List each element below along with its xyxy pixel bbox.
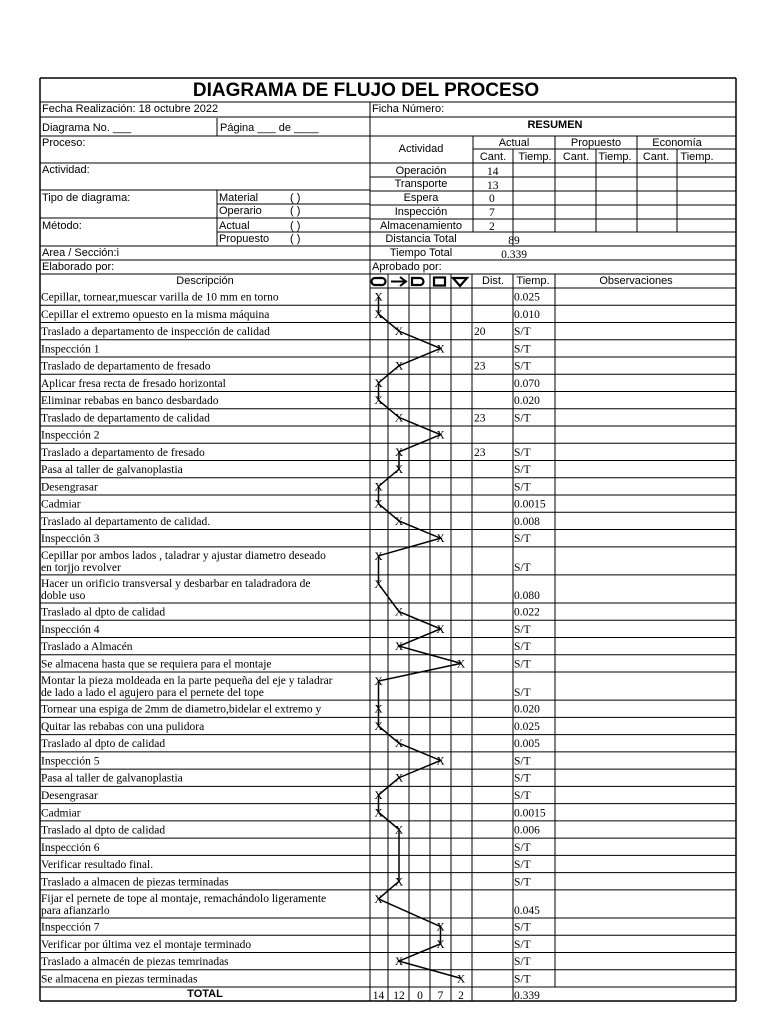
row-time: S/T — [514, 841, 531, 854]
resumen-label: RESUMEN — [527, 119, 583, 131]
table-row — [41, 481, 531, 493]
table-row — [41, 550, 531, 574]
page-title: DIAGRAMA DE FLUJO DEL PROCESO — [192, 80, 540, 101]
row-description: Traslado de departamento de fresado — [41, 360, 211, 373]
total-espera: 0 — [417, 990, 423, 1002]
table-row — [41, 343, 531, 355]
row-mark: X — [374, 578, 383, 591]
table-row — [41, 738, 540, 750]
row-description: Verificar por última vez el montaje terminado — [41, 938, 252, 951]
row-time: 0.010 — [514, 308, 540, 321]
table-row — [41, 607, 540, 619]
table-row — [41, 922, 531, 934]
table-row — [41, 309, 540, 321]
row-time: 0.006 — [514, 824, 540, 837]
group-actual: Actual — [498, 137, 530, 149]
row-time: S/T — [514, 561, 531, 574]
table-row — [41, 326, 531, 338]
summary-distancia-label: Distancia Total — [385, 233, 457, 245]
row-mark: X — [394, 641, 404, 654]
row-time: S/T — [514, 876, 531, 889]
subhead-cant-1: Cant. — [479, 151, 507, 163]
summary-tiempo-label: Tiempo Total — [389, 247, 453, 259]
row-time: S/T — [514, 464, 531, 477]
total-tiempo: 0.339 — [514, 990, 540, 1002]
table-row — [41, 859, 531, 871]
table-row — [41, 578, 540, 602]
row-mark: X — [374, 481, 383, 494]
row-mark: X — [374, 291, 383, 304]
row-description: Traslado al dpto de calidad — [41, 738, 166, 751]
row-description: Inspección 3 — [41, 533, 100, 546]
row-mark: X — [456, 973, 466, 986]
row-time: S/T — [514, 772, 531, 785]
row-description: Cepillar, tornear,muescar varilla de 10 mm en torno — [41, 291, 279, 304]
row-mark: X — [394, 326, 404, 339]
row-description: Traslado al dpto de calidad — [41, 824, 166, 837]
row-time: 0.020 — [514, 703, 540, 716]
row-mark: X — [374, 308, 383, 321]
col-descripcion: Descripción — [176, 275, 234, 287]
group-economia: Economía — [652, 137, 702, 149]
row-mark: X — [394, 446, 404, 459]
row-mark: X — [436, 343, 445, 356]
table-row — [41, 721, 540, 733]
row-description: Cadmiar — [41, 807, 81, 820]
row-description: doble uso — [41, 589, 86, 602]
row-description: Inspección 1 — [41, 343, 100, 356]
metodo-actual: Actual — [219, 220, 250, 232]
subhead-tiemp-2: Tiemp. — [598, 151, 632, 163]
summary-inspeccion-cant: 7 — [489, 207, 495, 219]
group-propuesto: Propuesto — [570, 137, 622, 149]
summary-almacenamiento-cant: 2 — [489, 221, 495, 233]
row-description: Inspección 2 — [41, 429, 100, 442]
row-mark: X — [394, 515, 404, 528]
row-mark: X — [394, 464, 404, 477]
summary-distancia: 89 — [508, 235, 520, 247]
subhead-tiemp-3: Tiemp. — [680, 151, 714, 163]
col-dist: Dist. — [482, 275, 504, 287]
table-row — [41, 447, 531, 459]
row-time: S/T — [514, 412, 531, 425]
row-description: Traslado de departamento de calidad — [41, 412, 210, 425]
summary-tiempo: 0.339 — [501, 249, 527, 261]
summary-inspeccion: Inspección — [394, 206, 448, 218]
table-row — [41, 790, 531, 802]
row-mark: X — [374, 395, 383, 408]
row-description: para afianzarlo — [41, 904, 110, 917]
symbol-delay-icon — [412, 278, 424, 285]
row-time: 0.008 — [514, 515, 540, 528]
row-mark: X — [394, 412, 404, 425]
row-time: 0.070 — [514, 377, 540, 390]
row-time: S/T — [514, 921, 531, 934]
summary-transporte-cant: 13 — [487, 180, 499, 192]
table-row — [41, 893, 540, 917]
row-description: Traslado a almacen de piezas terminadas — [41, 876, 229, 889]
row-description: Inspección 4 — [41, 623, 100, 636]
subhead-cant-3: Cant. — [642, 151, 670, 163]
total-almacenamiento: 2 — [458, 990, 464, 1002]
row-time: S/T — [514, 641, 531, 654]
row-time: 0.005 — [514, 738, 540, 751]
row-time: 0.0015 — [514, 807, 546, 820]
row-description: Desengrasar — [41, 481, 98, 494]
row-mark: X — [394, 956, 404, 969]
row-mark: X — [394, 360, 404, 373]
tipo-diagrama-label: Tipo de diagrama: — [42, 192, 131, 204]
row-description: Se almacena hasta que se requiera para el montaje — [41, 658, 272, 671]
row-time: 0.045 — [514, 904, 540, 917]
row-description: Montar la pieza moldeada en la parte pequeña del eje y taladrar — [41, 675, 333, 688]
table-row — [41, 807, 546, 819]
table-row — [41, 939, 531, 951]
row-mark: X — [374, 720, 383, 733]
row-description: Inspección 5 — [41, 755, 100, 768]
diagrama-no-label: Diagrama No. ___ — [42, 122, 132, 134]
row-time: S/T — [514, 859, 531, 872]
summary-operacion: Operación — [395, 165, 447, 177]
row-description: Hacer un orificio transversal y desbarbar en taladradora de — [41, 577, 311, 590]
row-time: S/T — [514, 533, 531, 546]
proceso-label: Proceso: — [42, 137, 86, 149]
row-time: S/T — [514, 360, 531, 373]
pagina-label: Página ___ de ____ — [220, 122, 319, 134]
symbol-transport-icon — [391, 277, 406, 286]
fecha-label: Fecha Realización: 18 octubre 2022 — [42, 103, 219, 115]
row-mark: X — [374, 676, 383, 689]
actividad-header: Actividad — [398, 143, 444, 155]
summary-almacenamiento: Almacenamiento — [380, 220, 462, 232]
subhead-tiemp-1: Tiemp. — [518, 151, 552, 163]
row-mark: X — [394, 606, 404, 619]
row-time: S/T — [514, 973, 531, 986]
row-description: Desengrasar — [41, 789, 98, 802]
summary-espera-cant: 0 — [489, 193, 495, 205]
ficha-label: Ficha Número: — [372, 103, 445, 115]
row-time: S/T — [514, 446, 531, 459]
subhead-cant-2: Cant. — [562, 151, 590, 163]
row-time: 0.020 — [514, 395, 540, 408]
row-description: Traslado a departamento de fresado — [41, 446, 205, 459]
table-row — [41, 533, 531, 545]
row-description: Eliminar rebabas en banco desbardado — [41, 395, 219, 408]
table-row — [41, 516, 540, 528]
row-mark: X — [394, 876, 404, 889]
row-description: Inspección 6 — [41, 841, 100, 854]
table-row — [41, 773, 531, 785]
row-time: 0.022 — [514, 606, 540, 619]
total-label: TOTAL — [187, 988, 223, 1000]
summary-espera: Espera — [403, 192, 439, 204]
row-time: S/T — [514, 343, 531, 356]
table-row — [41, 395, 540, 407]
row-mark: X — [436, 921, 445, 934]
row-description: Traslado al dpto de calidad — [41, 606, 166, 619]
row-description: Tornear una espiga de 2mm de diametro,bidelar el extremo y — [41, 703, 322, 716]
row-description: Pasa al taller de galvanoplastia — [41, 464, 183, 477]
row-time: S/T — [514, 755, 531, 768]
row-distance: 20 — [474, 326, 486, 339]
row-description: Cepillar por ambos lados , taladrar y ajustar diametro deseado — [41, 549, 326, 562]
row-mark: X — [436, 755, 445, 768]
row-mark: X — [436, 938, 445, 951]
row-description: Quitar las rebabas con una pulidora — [41, 720, 205, 733]
row-time: S/T — [514, 956, 531, 969]
tipo-operario-paren: ( ) — [290, 205, 301, 217]
row-time: 0.0015 — [514, 498, 546, 511]
table-row — [41, 499, 546, 511]
row-time: S/T — [514, 623, 531, 636]
row-time: S/T — [514, 481, 531, 494]
tipo-material-paren: ( ) — [290, 192, 301, 204]
row-mark: X — [374, 807, 383, 820]
symbol-storage-icon — [453, 278, 467, 286]
table-row — [41, 641, 531, 653]
row-description: Pasa al taller de galvanoplastia — [41, 772, 183, 785]
total-transporte: 12 — [393, 990, 405, 1002]
table-row — [41, 842, 531, 854]
row-time: 0.080 — [514, 589, 540, 602]
table-row — [41, 704, 540, 716]
row-description: Inspección 7 — [41, 921, 100, 934]
row-time: 0.025 — [514, 720, 540, 733]
metodo-actual-paren: ( ) — [290, 220, 301, 232]
row-description: en torjjo revolver — [41, 561, 121, 574]
table-row — [41, 464, 531, 476]
total-inspeccion: 7 — [437, 990, 444, 1002]
row-description: de lado a lado el agujero para el pernete del tope — [41, 687, 264, 700]
row-mark: X — [374, 703, 383, 716]
row-description: Aplicar fresa recta de fresado horizontal — [41, 377, 226, 390]
table-row — [41, 956, 531, 968]
aprobado-label: Aprobado por: — [372, 261, 442, 273]
table-row — [41, 292, 540, 304]
metodo-propuesto: Propuesto — [219, 233, 270, 245]
row-time: S/T — [514, 789, 531, 802]
row-description: Traslado al departamento de calidad. — [41, 515, 211, 528]
symbol-operation-icon — [372, 278, 386, 285]
table-row — [41, 825, 540, 837]
row-mark: X — [394, 738, 404, 751]
row-mark: X — [436, 623, 445, 636]
row-description: Verificar resultado final. — [41, 859, 154, 872]
row-mark: X — [374, 789, 383, 802]
table-row — [41, 430, 445, 442]
row-time: S/T — [514, 658, 531, 671]
tipo-material: Material — [219, 192, 259, 204]
row-description: Fijar el pernete de tope al montaje, remachándolo ligeramente — [41, 892, 327, 905]
col-observaciones: Observaciones — [599, 275, 673, 287]
table-rows — [41, 292, 546, 986]
area-label: Area / Sección:i — [42, 247, 120, 259]
row-mark: X — [374, 498, 383, 511]
row-time: S/T — [514, 326, 531, 339]
row-mark: X — [436, 429, 445, 442]
row-mark: X — [374, 893, 383, 906]
tipo-operario: Operario — [219, 205, 262, 217]
row-mark: X — [436, 533, 445, 546]
table-row — [41, 624, 531, 636]
table-row — [41, 973, 531, 985]
symbol-inspection-icon — [434, 278, 445, 286]
table-row — [41, 378, 540, 390]
row-description: Cepillar el extremo opuesto en la misma máquina — [41, 308, 270, 321]
row-time: 0.025 — [514, 291, 540, 304]
elaborado-label: Elaborado por: — [42, 261, 115, 273]
actividad-label: Actividad: — [42, 164, 90, 176]
table-row — [41, 675, 531, 699]
total-operacion: 14 — [372, 990, 385, 1002]
table-row — [41, 412, 531, 424]
row-mark: X — [456, 658, 466, 671]
table-row — [41, 361, 531, 373]
row-distance: 23 — [474, 412, 486, 425]
row-description: Traslado a Almacén — [41, 641, 133, 654]
row-time: S/T — [514, 687, 531, 700]
row-mark: X — [394, 772, 404, 785]
row-mark: X — [394, 824, 404, 837]
row-distance: 23 — [474, 360, 486, 373]
row-time: S/T — [514, 938, 531, 951]
row-description: Traslado a departamento de inspección de calidad — [41, 326, 270, 339]
row-description: Traslado a almacén de piezas temrinadas — [41, 956, 229, 969]
row-mark: X — [374, 550, 383, 563]
table-row — [41, 876, 531, 888]
metodo-label: Método: — [42, 220, 82, 232]
row-distance: 23 — [474, 446, 486, 459]
col-tiemp: Tiemp. — [516, 275, 550, 287]
row-mark: X — [374, 377, 383, 390]
table-row — [41, 755, 531, 767]
row-description: Cadmiar — [41, 498, 81, 511]
summary-operacion-cant: 14 — [487, 166, 499, 178]
summary-transporte: Transporte — [394, 178, 448, 190]
metodo-propuesto-paren: ( ) — [290, 233, 301, 245]
row-description: Se almacena en piezas terminadas — [41, 973, 198, 986]
